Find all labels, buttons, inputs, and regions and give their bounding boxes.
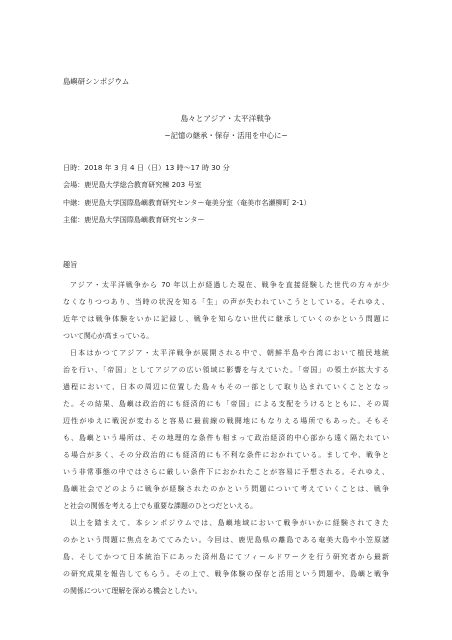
paragraph-line: 治を行い、「帝国」としてアジアの広い領域に影響を与えていた。「帝国」の領土が拡大する xyxy=(63,366,389,374)
paragraph-line: 近年では戦争体験をいかに記録し、戦争を知らない世代に継承していくのかという問題に xyxy=(63,315,389,323)
paragraph-line: のかという問題に焦点をあててみたい。今回は、鹿児島県の離島である奄美大島や小笠原諸 xyxy=(63,536,389,544)
event-info xyxy=(63,159,311,229)
paragraph-line: なくなりつつあり、当時の状況を知る「生」の声が失われていこうとしている。それゆえ、 xyxy=(63,298,389,306)
info-organizer: 主催：鹿児島大学国際島嶼教育研究センター xyxy=(63,215,205,225)
title-block xyxy=(0,113,452,141)
paragraph-line: 過程において、日本の周辺に位置した島々もその一部として取り込まれていくこととなっ xyxy=(63,383,389,391)
paragraph-line: 以上を踏まえて、本シンポジウムでは、島嶼地域において戦争がいかに経験されてきた xyxy=(70,519,389,527)
paragraph-line: いう非常事態の中ではさらに厳しい条件下におかれたことが容易に予想される。それゆえ、 xyxy=(63,468,389,476)
summary-body xyxy=(63,277,389,600)
info-datetime: 日時：2018 年 3 月 4 日（日）13 時〜17 時 30 分 xyxy=(63,163,230,172)
summary-heading: 趣旨 xyxy=(63,260,78,269)
paragraph-line: 島嶼社会でどのように戦争が経験されたのかという問題について考えていくことは、戦争 xyxy=(63,485,389,493)
paragraph-line: と社会の関係を考える上でも重要な課題のひとつだといえる。 xyxy=(63,502,258,510)
paragraph-line: も、島嶼という場所は、その地理的な条件も相まって政治経済的中心部から遠く隔たれてい xyxy=(63,434,389,442)
paragraph-line: の関係について理解を深める機会としたい。 xyxy=(63,587,202,595)
document-subtitle: −記憶の継承・保存・活用を中心に− xyxy=(164,131,288,140)
paragraph-line: た。その結果、島嶼は政治的にも経済的にも「帝国」による支配をうけるとともに、その周 xyxy=(63,400,389,408)
paragraph-line: 辺性がゆえに戦況が変わると容易に最前線の戦闘地にもなりえる場所でもあった。そもそ xyxy=(63,417,389,425)
paragraph-line: 島、そしてかつて日本統治下にあった済州島にてフィールドワークを行う研究者から最新 xyxy=(63,553,389,561)
series-label: 島嶼研シンポジウム xyxy=(63,77,130,86)
paragraph-line: の研究成果を報告してもらう。その上で、戦争体験の保存と活用という問題や、島嶼と戦争 xyxy=(63,570,389,578)
info-relay: 中継：鹿児島大学国際島嶼教育研究センター奄美分室（奄美市名瀬柳町 2-1） xyxy=(63,197,311,207)
paragraph-line: アジア・太平洋戦争から 70 年以上が経過した現在、戦争を直接経験した世代の方々が少 xyxy=(70,281,389,289)
paragraph-line: 日本はかつてアジア・太平洋戦争が展開される中で、朝鮮半島や台湾において植民地統 xyxy=(70,349,389,357)
paragraph-line: る場合が多く、その分政治的にも経済的にも不利な条件におかれている。ましてや、戦争と xyxy=(63,451,389,459)
paragraph-line: ついて関心が高まっている。 xyxy=(63,332,154,340)
document-title: 島々とアジア・太平洋戦争 xyxy=(180,114,272,123)
info-venue: 会場：鹿児島大学総合教育研究棟 203 号室 xyxy=(63,180,202,190)
